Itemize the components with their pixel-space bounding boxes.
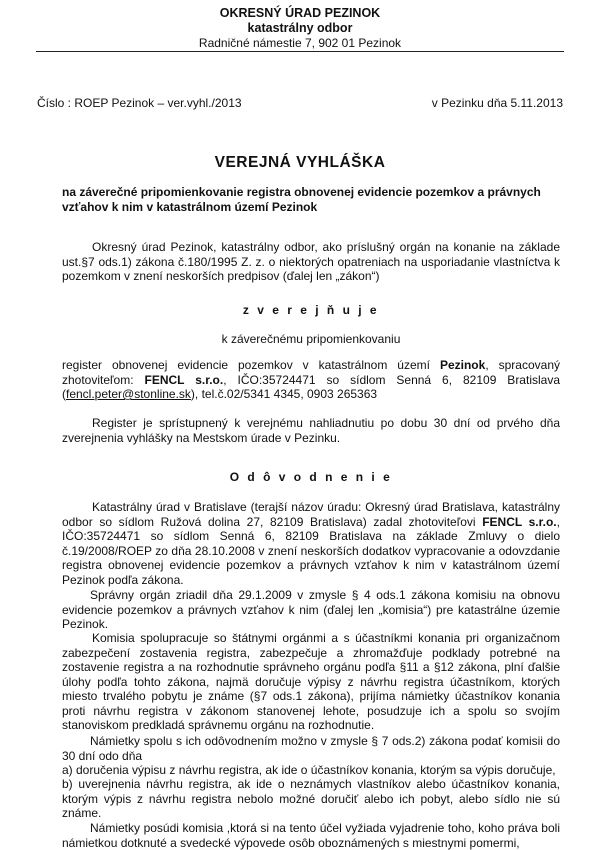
department-name: katastrálny odbor: [247, 21, 353, 35]
letterhead: [0, 6, 600, 52]
reason-paragraph-5: Námietky posúdi komisia ,ktorá si na tento účel vyžiada vyjadrenie toho, koho práva boli námietkou dotknuté a svedecké výpovede osôb oboznámených s miestnymi pomermi,: [62, 821, 560, 850]
document-date: v Pezinku dňa 5.11.2013: [431, 96, 563, 110]
document-subject: na záverečné pripomienkovanie registra obnovenej evidencie pozemkov a právnych vzťahov k nim v katastrálnom území Pezinok: [62, 185, 541, 214]
reason-1-text-c: , IČO:35724471 so sídlom Senná 6, 82109 Bratislava na základe Zmluvy o dielo č.19/2008/ROEP zo dňa 28.10.2008 v znení neskorších dodatkov vypracovanie a odovzdanie registra obnovenej evidencie pozemkov a právnych vzťahov k nim v katastrálnom území Pezinok podľa zákona.: [62, 514, 560, 587]
reason-1-company: FENCL s.r.o.: [482, 514, 557, 529]
header-divider: [36, 51, 564, 52]
purpose-line: k záverečnému pripomienkovaniu: [221, 332, 401, 346]
register-text-3: , IČO:35724471 so sídlom Senná 6, 82109 Bratislava (: [62, 372, 560, 401]
document-title: VEREJNÁ VYHLÁŠKA: [214, 154, 386, 171]
register-company: FENCL s.r.o.: [144, 372, 224, 387]
list-item-a: a) doručenia výpisu z návrhu registra, ak ide o účastníkov konania, ktorým sa výpis doručuje,: [62, 763, 556, 777]
register-text-2: , spracovaný zhotoviteľom:: [62, 358, 560, 387]
reason-paragraph-4: Námietky spolu s ich odôvodnením možno v zmysle § 7 ods.2) zákona podať komisii do 30 dní odo dňa: [62, 734, 560, 763]
reference-row: [37, 96, 563, 110]
reason-paragraph-2: Správny orgán zriadil dňa 29.1.2009 v zmysle § 4 ods.1 zákona komisiu na obnovu evidencie pozemkov a právnych vzťahov k nim (ďalej len „komisia“) pre katastrálne územie Pezinok.: [62, 588, 560, 631]
availability-paragraph: Register je sprístupnený k verejnému nahliadnutiu po dobu 30 dní od prvého dňa zverejnenia vyhlášky na Mestskom úrade v Pezinku.: [62, 416, 560, 445]
list-item-b: b) uverejnenia návrhu registra, ak ide o neznámych vlastníkov alebo účastníkov konania, ktorým výpis z návrhu registra nebolo možné doručiť alebo ich pobyt, alebo sídlo nie sú známe.: [62, 777, 560, 820]
reason-1-text-a: Katastrálny úrad v Bratislave (terajší názov úradu: Okresný úrad Bratislava, katastrálny odbor so sídlom Ružová dolina 27, 82109 Bratislava) zadal zhotoviteľovi: [62, 500, 560, 529]
publishes-heading: z v e r e j ň u j e: [242, 303, 380, 317]
office-name: OKRESNÝ ÚRAD PEZINOK: [219, 6, 381, 20]
reason-paragraph-1: [62, 500, 560, 587]
reasoning-heading: O d ô v o d n e n i e: [229, 470, 393, 484]
register-place: Pezinok: [439, 358, 486, 372]
office-address: Radničné námestie 7, 902 01 Pezinok: [198, 36, 402, 50]
reference-number: Číslo : ROEP Pezinok – ver.vyhl./2013: [37, 96, 242, 110]
reason-paragraph-3: Komisia spolupracuje so štátnymi orgánmi a s účastníkmi konania pri organizačnom zabezpečení zostavenia registra, zabezpečuje a zhromažďuje podklady potrebné na zostavenie registra a na rozhodnutie správneho orgánu podľa §11 a §12 zákona, plní ďalšie úlohy podľa tohto zákona, najmä doručuje výpisy z návrhu registra účastníkom, ktorých miesto trvalého pobytu je známe (§7 ods.1 zákona), prijíma námietky účastníkov konania proti návrhu registra v zákonom stanovenej lehote, posudzuje ich a spolu so svojím stanoviskom predkladá správnemu orgánu na rozhodnutie.: [62, 631, 560, 732]
intro-paragraph: Okresný úrad Pezinok, katastrálny odbor, ako príslušný orgán na konanie na základe ust.§7 ods.1) zákona č.180/1995 Z. z. o niektorých opatreniach na usporiadanie vlastníctva k pozemkom v znení neskorších predpisov (ďalej len „zákon“): [62, 240, 560, 283]
register-text-1: register obnovenej evidencie pozemkov v katastrálnom území: [62, 358, 440, 372]
register-paragraph: [62, 358, 560, 402]
email-link[interactable]: fencl.peter@stonline.sk: [66, 387, 191, 401]
register-text-4: ), tel.č.02/5341 4345, 0903 265363: [190, 387, 378, 401]
